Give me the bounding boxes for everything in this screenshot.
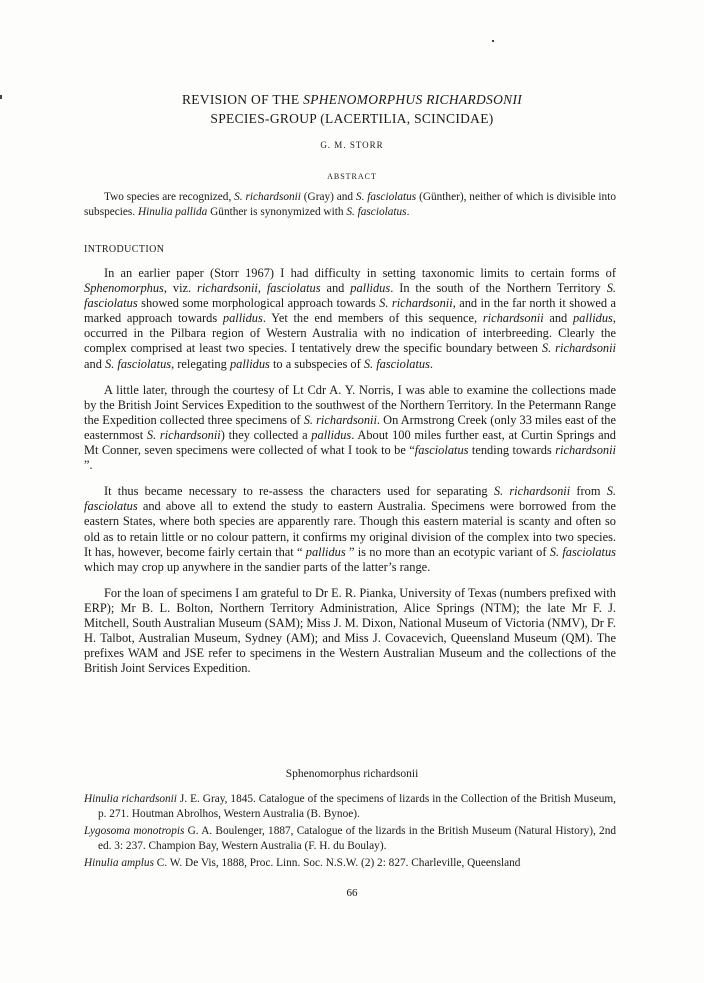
introduction-heading: INTRODUCTION <box>84 244 165 255</box>
species-heading: Sphenomorphus richardsonii <box>285 768 419 780</box>
text-run: Two species are recognized, <box>104 191 235 203</box>
text-run: . Yet the end members of this sequence, <box>262 311 483 326</box>
taxon-name: S. richardsonii <box>379 296 453 311</box>
taxon-name: S. fasciolatus <box>363 356 430 371</box>
taxon-name: S. fasciolatus <box>84 281 616 311</box>
text-run: ) they collected a <box>220 427 312 442</box>
text-run: , viz. <box>163 281 198 296</box>
paragraph <box>84 484 616 575</box>
taxon-name: richardsonii, fasciolatus <box>197 281 321 296</box>
paragraph <box>84 266 616 372</box>
scan-speck <box>492 40 494 42</box>
abstract-text <box>84 190 616 220</box>
text-run: (Günther), neither of which is divisible into subspecies. <box>84 191 616 218</box>
title-line-2: SPECIES-GROUP (LACERTILIA, SCINCIDAE) <box>210 111 494 126</box>
taxon-name: Hinulia richardsonii <box>84 793 177 805</box>
taxon-name: S. fasciolatus <box>84 484 617 514</box>
title-line-1-genus: SPHENOMORPHUS RICHARDSONII <box>303 92 523 107</box>
title-line-1 <box>0 90 704 109</box>
paragraph <box>84 586 616 677</box>
text-run: showed some morphological approach towards <box>137 296 380 311</box>
text-run: Günther is synonymized with <box>207 206 347 218</box>
taxon-name: Hinulia amplus <box>84 857 154 869</box>
taxon-name: S. richardsonii <box>303 412 377 427</box>
text-run: G. A. Boulenger, 1887, Catalogue of the lizards in the British Museum (Natural History), 2nd ed. 3: 237. Champion Bay, Western Australia (F. H. du Boulay). <box>98 825 617 852</box>
text-run: and <box>320 281 351 296</box>
taxon-name: pallidus <box>350 281 391 296</box>
text-run: tending towards <box>468 443 556 458</box>
taxon-name: S. fasciolatus <box>549 544 617 559</box>
text-run: , occurred in the Pilbara region of Western Australia with no indication of interbreeding. Clearly the complex comprised at least two species. I tentatively drew the specific boundary between <box>84 311 616 356</box>
taxon-name: richardsonii <box>482 311 544 326</box>
taxon-name: pallidus <box>572 311 613 326</box>
taxon-name: S. fasciolatus <box>346 206 407 218</box>
text-run: For the loan of specimens I am grateful to Dr E. R. Pianka, University of Texas (numbers prefixed with ERP); Mr B. L. Bolton, Northern Territory Administration, Alice Springs (NTM); the late Mr F. J. Mitchell, South Australian Museum (SAM); Miss J. M. Dixon, National Museum of Victoria (NMV), Dr F. H. Talbot, Australian Museum, Sydney (AM); and Miss J. Covacevich, Queensland Museum (QM). The prefixes WAM and JSE refer to specimens in the Western Australian Museum and the collections of the British Joint Services Expedition. <box>84 585 616 676</box>
abstract-heading: ABSTRACT <box>327 172 377 181</box>
text-run: , relegating <box>171 356 230 371</box>
taxon-name: pallidus <box>229 356 270 371</box>
synonym-entry <box>84 792 616 821</box>
taxon-name: pallidus <box>305 544 346 559</box>
taxon-name: richardsonii <box>555 443 616 458</box>
title-line-1-prefix: REVISION OF THE <box>181 92 304 107</box>
taxon-name: S. richardsonii <box>493 484 571 499</box>
text-run: In an earlier paper (Storr 1967) I had difficulty in setting taxonomic limits to certain forms of <box>104 266 616 280</box>
taxon-name: Sphenomorphus <box>84 281 164 296</box>
text-run: . <box>429 356 434 371</box>
text-run: to a subspecies of <box>269 356 364 371</box>
page-number: 66 <box>346 887 358 899</box>
taxon-name: Hinulia pallida <box>137 206 208 218</box>
text-run: ” is no more than an ecotypic variant of <box>345 544 550 559</box>
taxon-name: S. fasciolatus <box>355 191 417 203</box>
synonymy-list <box>84 792 616 874</box>
text-run: and <box>84 356 105 371</box>
taxon-name: S. richardsonii <box>541 341 616 356</box>
taxon-name: S. fasciolatus <box>105 356 172 371</box>
taxon-name: pallidus <box>222 311 263 326</box>
taxon-name: fasciolatus <box>414 443 469 458</box>
text-run: A little later, through the courtesy of Lt Cdr A. Y. Norris, I was able to examine the collections made by the British Joint Services Expedition to the southwest of the Northern Territory. In the Petermann Range the Expedition collected three specimens of <box>84 382 616 427</box>
text-run: J. E. Gray, 1845. Catalogue of the specimens of lizards in the Collection of the British Museum, p. 271. Houtman Abrolhos, Western Australia (B. Bynoe). <box>98 793 616 820</box>
text-run: It thus became necessary to re-assess the characters used for separating <box>104 484 494 499</box>
taxon-name: Lygosoma monotropis <box>84 825 185 837</box>
text-run: . On Armstrong Creek (only 33 miles east of the easternmost <box>84 412 616 442</box>
taxon-name: S. richardsonii <box>234 191 301 203</box>
text-run: , and in the far north it showed a marked approach towards <box>84 296 616 326</box>
text-run: . In the south of the Northern Territory <box>390 281 607 296</box>
synonym-entry <box>84 856 616 871</box>
text-run: (Gray) and <box>300 191 356 203</box>
text-run: C. W. De Vis, 1888, Proc. Linn. Soc. N.S.W. (2) 2: 827. Charleville, Queensland <box>153 857 521 869</box>
introduction-body <box>84 266 616 687</box>
text-run: from <box>570 484 607 499</box>
author: G. M. STORR <box>320 140 384 150</box>
taxon-name: S. richardsonii <box>146 427 221 442</box>
text-run: . <box>406 206 410 218</box>
text-run: which may crop up anywhere in the sandier parts of the latter’s range. <box>84 559 431 574</box>
text-run: and <box>543 311 573 326</box>
text-run: . About 100 miles further east, at Curtin Springs and Mt Conner, seven specimens were collected of what I took to be “ <box>84 427 616 458</box>
paragraph <box>84 383 616 474</box>
taxon-name: pallidus <box>311 427 352 442</box>
text-run: ”. <box>84 458 93 473</box>
paper-title <box>0 90 704 128</box>
text-run: and above all to extend the study to eastern Australia. Specimens were borrowed from the eastern States, where both species are apparently rare. Though this eastern material is scanty and often so old as to retain little or no colour pattern, it confirms my original division of the complex into two species. It has, however, become fairly certain that “ <box>84 499 616 559</box>
synonym-entry <box>84 824 616 853</box>
